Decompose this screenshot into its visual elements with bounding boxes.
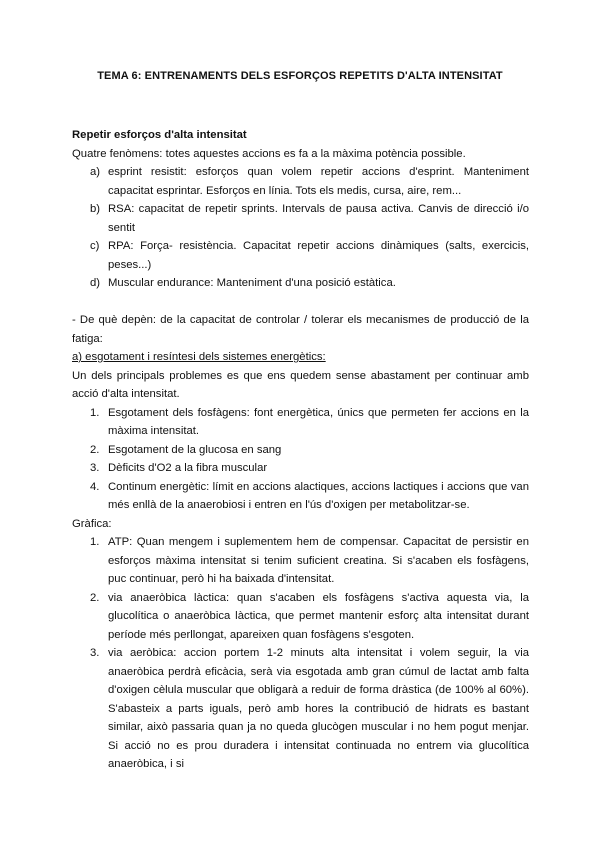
list-item	[72, 163, 529, 200]
list-item-text: Dèficits d'O2 a la fibra muscular	[108, 462, 268, 474]
list-item	[72, 200, 529, 237]
list-item	[72, 533, 529, 589]
fatigue-intro: - De què depèn: de la capacitat de controlar / tolerar els mecanismes de producció de la fatiga:	[72, 314, 529, 345]
list-item-text: via aeròbica: accion portem 1-2 minuts alta intensitat i volem seguir, la via anaeròbica perdrà eficàcia, serà via esgotada amb gran cúmul de lactat amb falta d'oxigen cèlula muscular que obligarà a reduir de forma dràstica (de 100% al 60%). S'abasteix a parts iguals, però amb hores la contribució de hidrats es bastant similar, això passaria quan ja no queda glucògen muscular i no hem pogut menjar. Si acció no es prou duradera i intensitat continuada no entrem via glucolítica anaeròbica, i si	[108, 647, 529, 770]
graph-label: Gràfica:	[72, 517, 112, 530]
list-marker: 3.	[90, 462, 100, 474]
list-item-text: ATP: Quan mengem i suplementem hem de compensar. Capacitat de persistir en esforços màxima intensitat si tenim suficient creatina. Si s'acaben els fosfàgens, puc continuar, però hi ha baixada d'intensitat.	[108, 536, 529, 585]
list-item-text: RSA: capacitat de repetir sprints. Intervals de pausa activa. Canvis de direcció i/o sentit	[108, 203, 529, 234]
subheading-energy-systems: a) esgotament i resíntesi dels sistemes energètics:	[72, 351, 326, 363]
list-item	[72, 478, 529, 515]
list-item-text: esprint resistit: esforços quan volem repetir accions d'esprint. Manteniment capacitat esprintar. Esforços en línia. Tots els medis, cursa, aire, rem...	[108, 166, 529, 197]
energy-list	[72, 404, 529, 515]
list-item	[72, 404, 529, 441]
list-marker: c)	[90, 240, 100, 252]
list-marker: 4.	[90, 480, 100, 493]
list-marker: 3.	[90, 647, 100, 659]
section-heading: Repetir esforços d'alta intensitat	[72, 129, 247, 141]
section-intro: Quatre fenòmens: totes aquestes accions es fa a la màxima potència possible.	[72, 147, 466, 160]
list-marker: d)	[90, 277, 101, 289]
graph-list	[72, 533, 529, 774]
list-marker: 1.	[90, 536, 100, 548]
list-item-text: RPA: Força- resistència. Capacitat repetir accions dinàmiques (salts, exercicis, peses...)	[108, 240, 529, 271]
list-item	[72, 459, 529, 478]
list-item-text: Muscular endurance: Manteniment d'una posició estàtica.	[108, 277, 396, 289]
list-item	[72, 644, 529, 774]
document-body	[72, 126, 529, 774]
list-marker: a)	[90, 166, 101, 178]
document-title: TEMA 6: ENTRENAMENTS DELS ESFORÇOS REPETITS D'ALTA INTENSITAT	[97, 70, 503, 82]
list-marker: 2.	[90, 443, 100, 456]
list-marker: 1.	[90, 406, 100, 419]
list-item-text: Continum energètic: límit en accions alactiques, accions lactiques i accions que van més enllà de la anaerobiosi i entren en l'ús d'oxigen per metabolitzar-se.	[108, 480, 529, 511]
list-item	[72, 237, 529, 274]
energy-paragraph: Un dels principals problemes es que ens quedem sense abastament per continuar amb acció d'alta intensitat.	[72, 369, 529, 400]
phenomena-list	[72, 163, 529, 293]
list-item	[72, 589, 529, 645]
list-item-text: via anaeròbica làctica: quan s'acaben els fosfàgens s'activa aquesta via, la glucolítica o anaeròbica làctica, que permet mantenir esforç alta intensitat durant període més perllongat, apareixen quan fosfàgens s'esgoten.	[108, 591, 529, 641]
list-item	[72, 274, 529, 293]
list-item	[72, 441, 529, 460]
list-marker: 2.	[90, 591, 100, 604]
list-item-text: Esgotament de la glucosa en sang	[108, 443, 282, 456]
list-item-text: Esgotament dels fosfàgens: font energètica, únics que permeten fer accions en la màxima intensitat.	[108, 406, 529, 437]
list-marker: b)	[90, 203, 101, 215]
